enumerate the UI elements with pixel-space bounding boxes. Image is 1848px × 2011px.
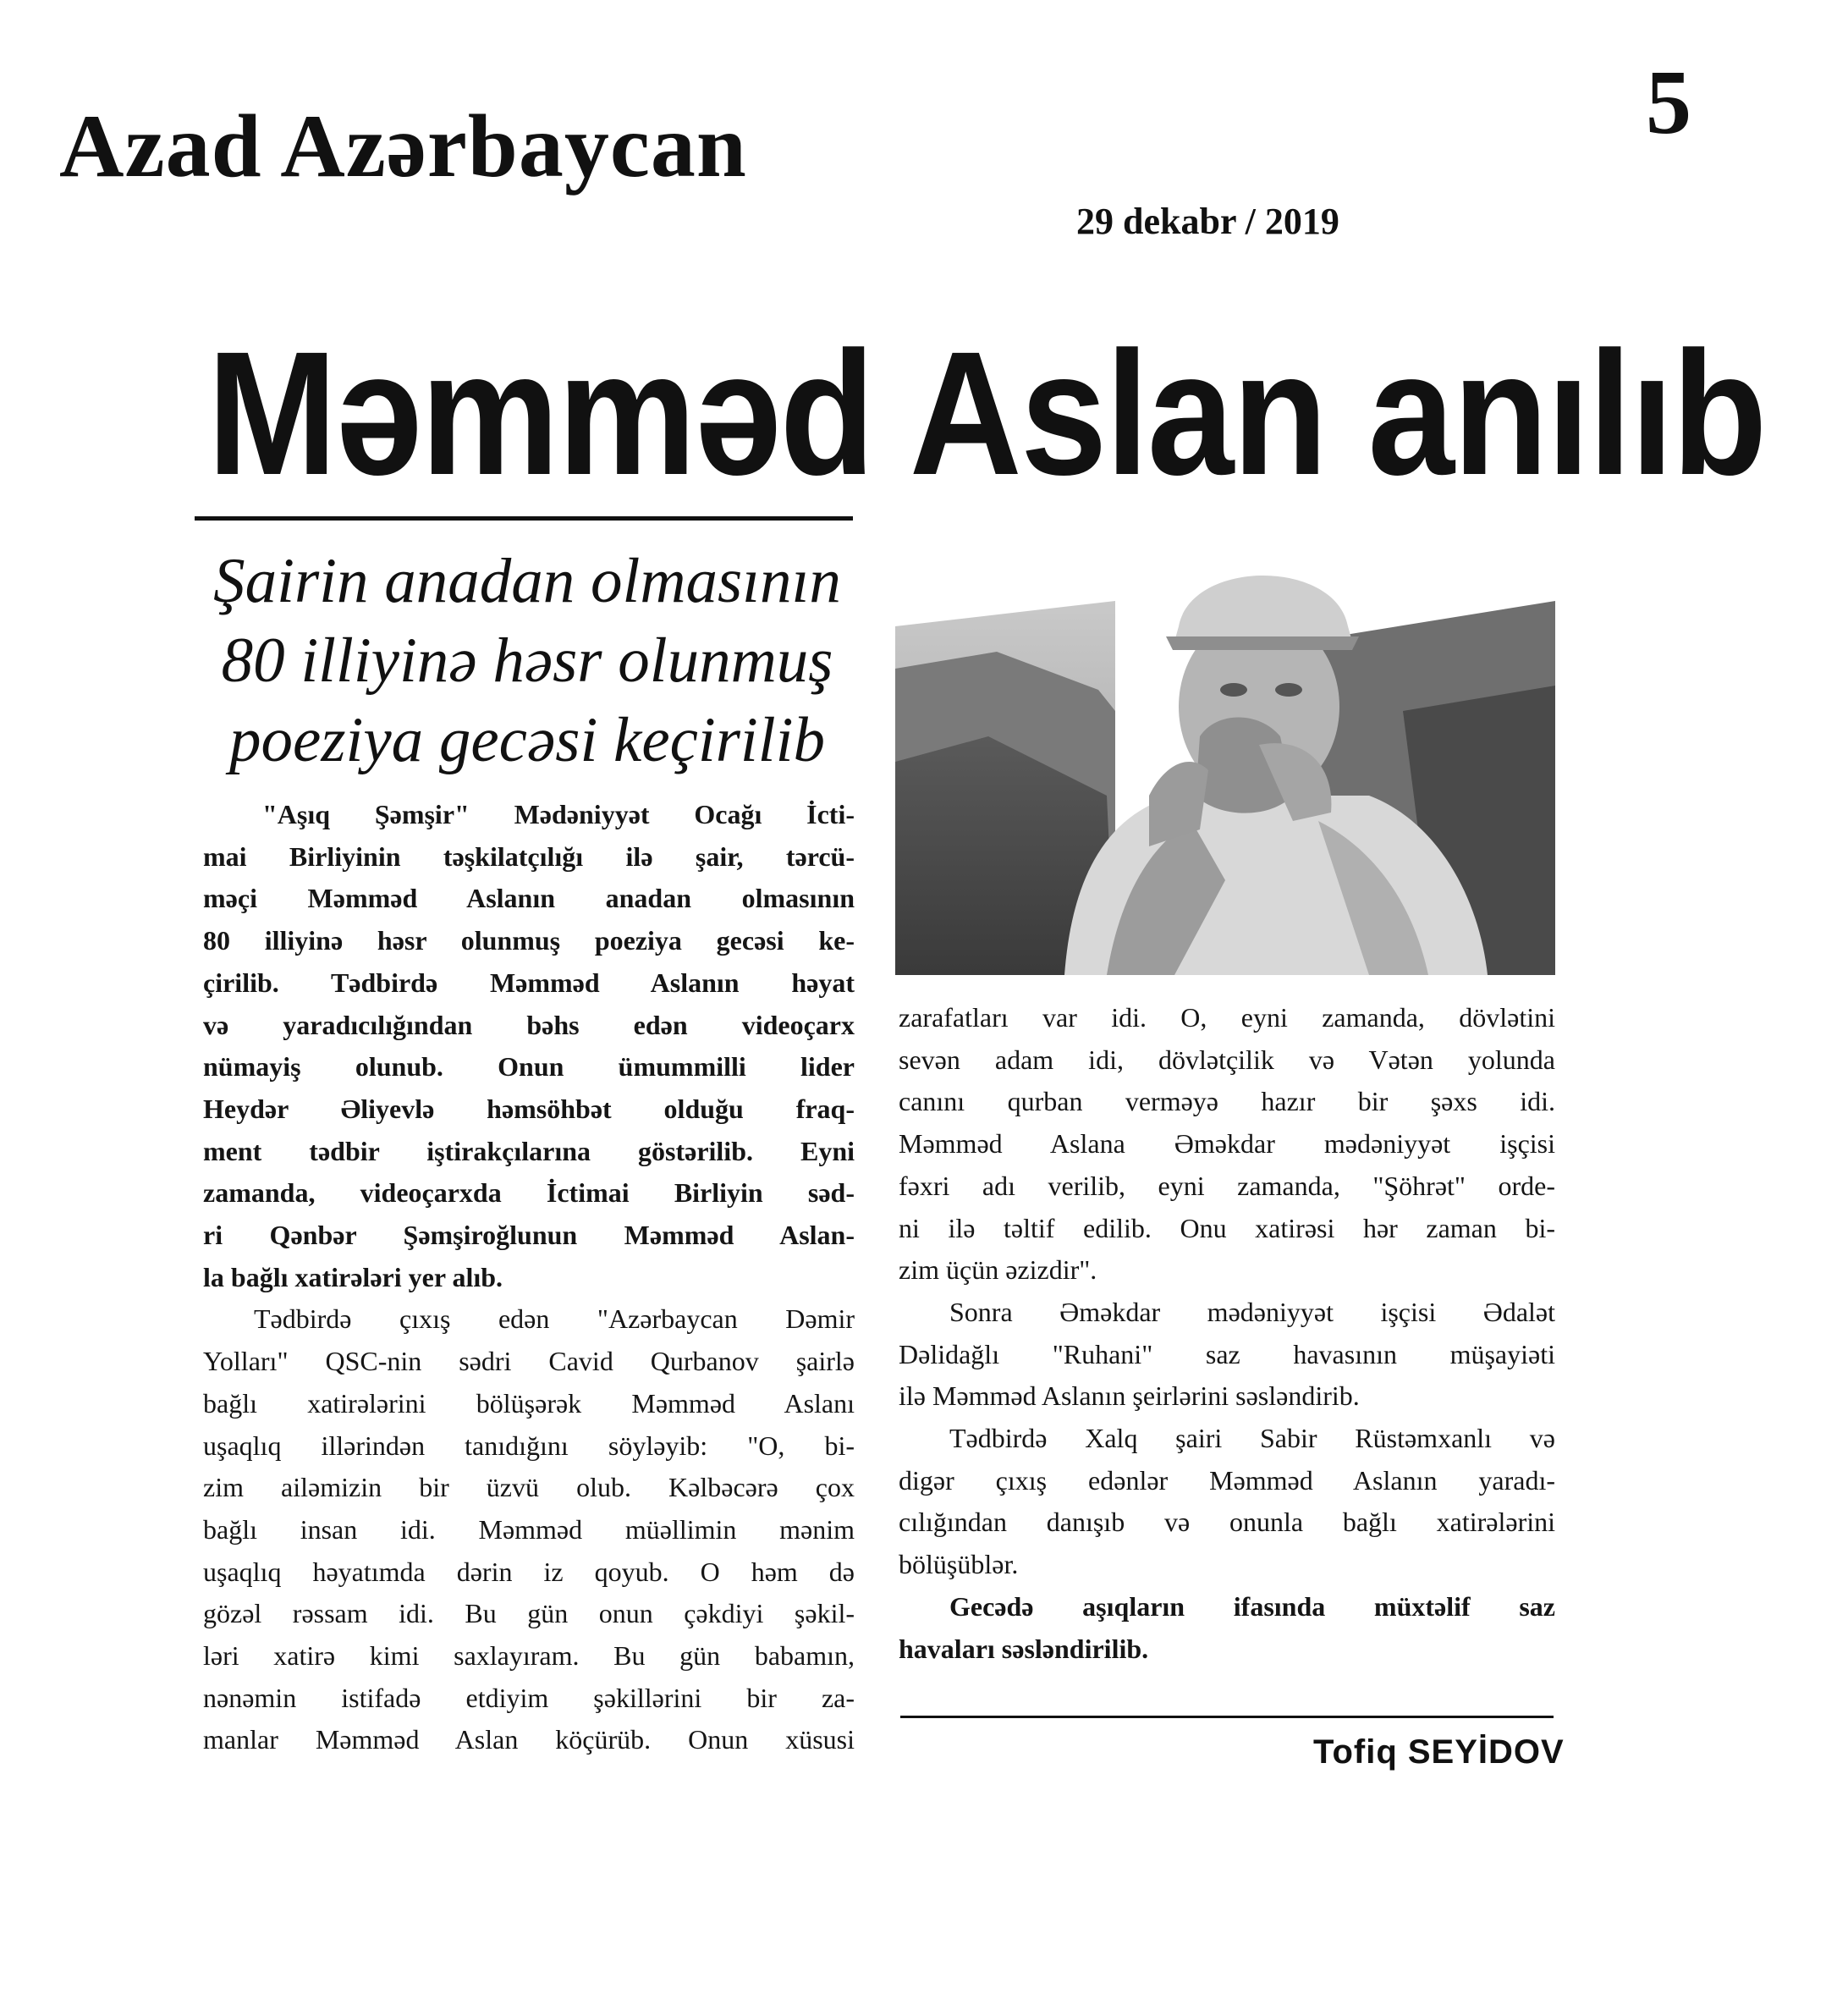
body-line: bölüşüblər. — [899, 1549, 1019, 1580]
body-line: Dəlidağlı "Ruhani" saz havasının müşayiəti — [899, 1338, 1555, 1369]
subtitle-line: 80 illiyinə həsr olunmuş — [221, 625, 833, 696]
lead-line: nümayiş olunub. Onun ümummilli lider — [203, 1051, 855, 1083]
subtitle-line: Şairin anadan olmasının — [213, 546, 841, 616]
lead-line: zamanda, videoçarxda İctimai Birliyin səd- — [203, 1177, 855, 1209]
author-byline: Tofiq SEYİDOV — [1313, 1733, 1565, 1771]
body-line: ləri xatirə kimi saxlayıram. Bu gün babamın, — [203, 1640, 855, 1672]
body-line: bağlı insan idi. Məmməd müəllimin mənim — [203, 1513, 855, 1545]
right-column — [899, 997, 1555, 1670]
body-line: Sonra Əməkdar mədəniyyət işçisi Ədalət — [949, 1296, 1555, 1327]
subtitle-divider — [195, 516, 853, 521]
body-line: uşaqlıq həyatımda dərin iz qoyub. O həm də — [203, 1556, 855, 1587]
lead-line: və yaradıcılığından bəhs edən videoçarx — [203, 1009, 855, 1040]
lead-line: məçi Məmməd Aslanın anadan olmasının — [203, 883, 855, 914]
body-line: Tədbirdə Xalq şairi Sabir Rüstəmxanlı və — [949, 1423, 1555, 1454]
body-line: uşaqlıq illərindən tanıdığını söyləyib: "O, bi- — [203, 1430, 855, 1461]
body-line: digər çıxış edənlər Məmməd Aslanın yaradı- — [899, 1464, 1555, 1496]
body-line: zarafatları var idi. O, eyni zamanda, dövlətini — [899, 1002, 1555, 1033]
body-line: sevən adam idi, dövlətçilik və Vətən yolunda — [899, 1044, 1555, 1075]
article-subtitle — [201, 542, 853, 780]
body-line: manlar Məmməd Aslan köçürüb. Onun xüsusi — [203, 1724, 855, 1755]
body-line: bağlı xatirələrini bölüşərək Məmməd Aslanı — [203, 1387, 855, 1419]
lead-line: la bağlı xatirələri yer alıb. — [203, 1261, 503, 1292]
body-line: fəxri adı verilib, eyni zamanda, "Şöhrət" orde- — [899, 1170, 1555, 1201]
body-line: canını qurban verməyə hazır bir şəxs idi. — [899, 1086, 1555, 1117]
lead-line: çirilib. Tədbirdə Məmməd Aslanın həyat — [203, 967, 855, 998]
lead-line: "Aşıq Şəmşir" Mədəniyyət Ocağı İcti- — [262, 799, 855, 829]
issue-date: 29 dekabr / 2019 — [1076, 201, 1339, 242]
body-line: gözəl rəssam idi. Bu gün onun çəkdiyi şəkil- — [203, 1598, 855, 1629]
body-line: ni ilə təltif edilib. Onu xatirəsi hər zaman bi- — [899, 1212, 1555, 1243]
subtitle-line: poeziya gecəsi keçirilib — [229, 705, 825, 775]
body-line: Tədbirdə çıxış edən "Azərbaycan Dəmir — [254, 1303, 855, 1335]
newspaper-name: Azad Azərbaycan — [59, 96, 747, 196]
body-line: cılığından danışıb və onunla bağlı xatirələrini — [899, 1507, 1555, 1538]
lead-line: ri Qənbər Şəmşiroğlunun Məmməd Aslan- — [203, 1220, 855, 1251]
article-headline: Məmməd Aslan anılıb — [207, 316, 1766, 512]
lead-line: ment tədbir iştirakçılarına göstərilib. Eyni — [203, 1135, 855, 1166]
closing-line: Gecədə aşıqların ifasında müxtəlif saz — [949, 1590, 1555, 1622]
body-line: zim ailəmizin bir üzvü olub. Kəlbəcərə çox — [203, 1472, 855, 1503]
body-line: Məmməd Aslana Əməkdar mədəniyyət işçisi — [899, 1128, 1555, 1160]
body-line: ilə Məmməd Aslanın şeirlərini səsləndirib. — [899, 1380, 1360, 1412]
body-line: nənəmin istifadə etdiyim şəkillərini bir za- — [203, 1682, 855, 1713]
lead-line: Heydər Əliyevlə həmsöhbət olduğu fraq- — [203, 1093, 855, 1124]
closing-line: havaları səsləndirilib. — [899, 1633, 1149, 1664]
lead-line: 80 illiyinə həsr olunmuş poeziya gecəsi ke- — [203, 925, 855, 956]
body-line: zim üçün əzizdir". — [899, 1254, 1097, 1286]
page-number: 5 — [1646, 52, 1691, 153]
lead-line: mai Birliyinin təşkilatçılığı ilə şair, tərcü- — [203, 840, 855, 872]
left-column — [203, 794, 855, 1761]
portrait-photo-icon — [895, 542, 1555, 975]
body-line: Yolları" QSC-nin sədri Cavid Qurbanov şairlə — [203, 1346, 855, 1377]
byline-divider — [900, 1716, 1554, 1718]
